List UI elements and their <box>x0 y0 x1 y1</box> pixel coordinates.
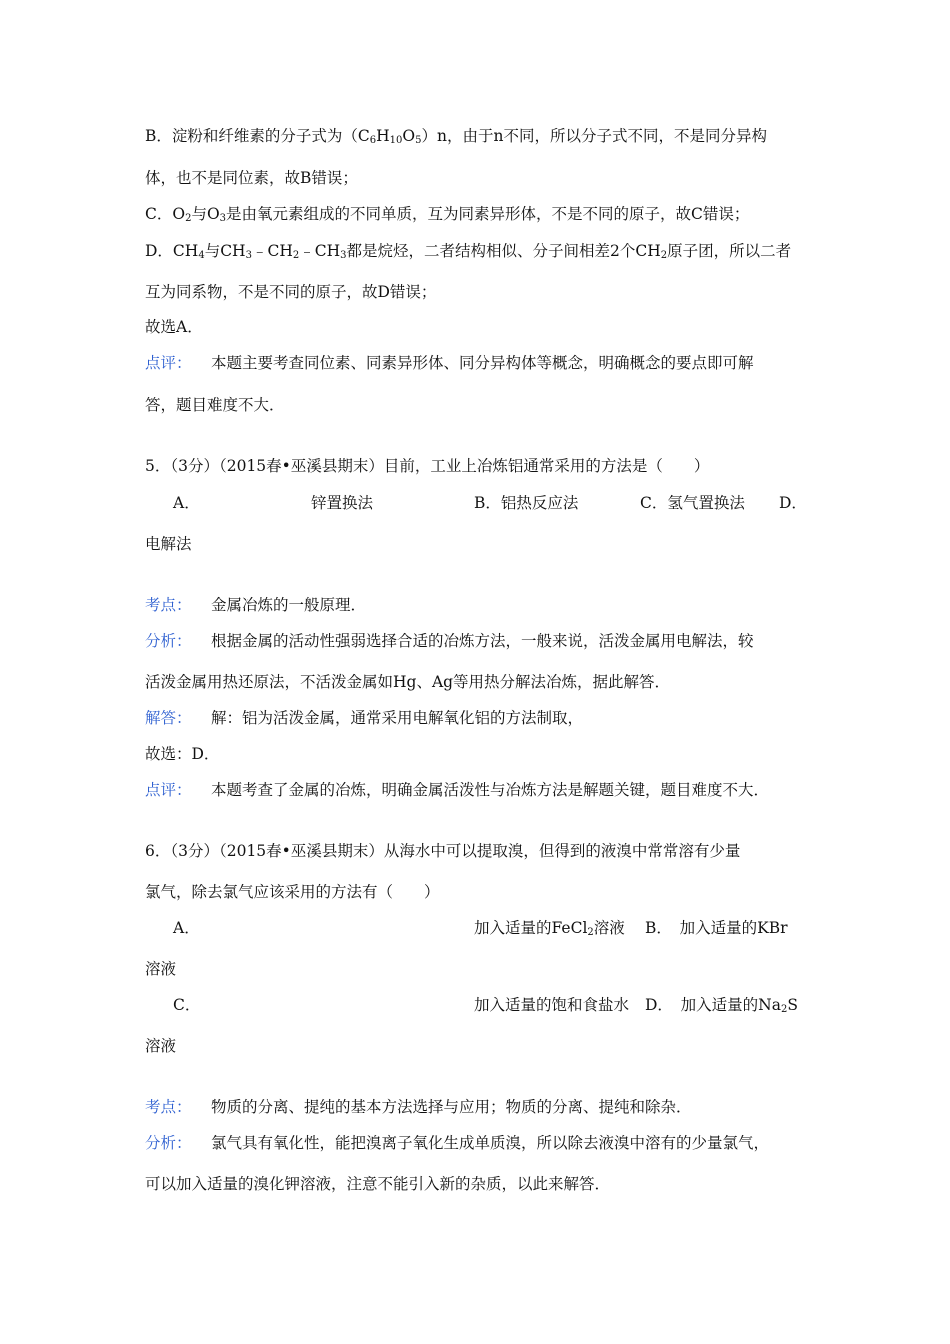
q6-option-c-letter: C． <box>173 996 201 1014</box>
q4-option-d-line1: D．$CH_4$与$CH_3﹣CH_2﹣CH_3$都是烷烃，二者结构相似、分子间相差2个$CH_2$原子团，所以二者 <box>145 242 792 261</box>
fenxi-label: 分析： <box>145 1134 192 1152</box>
q5-option-c: C．氢气置换法 <box>640 494 745 512</box>
q6-option-c-text: 加入适量的饱和食盐水 <box>474 996 630 1014</box>
q4-option-c: C．$O_2$与$O_3$是由氧元素组成的不同单质，互为同素异形体，不是不同的原子，故C错误； <box>145 205 750 224</box>
review-label: 点评： <box>145 354 192 372</box>
q5-kaodian: 考点： 金属冶炼的一般原理． <box>145 596 367 614</box>
q6-fenxi-line2: 可以加入适量的溴化钾溶液，注意不能引入新的杂质，以此来解答． <box>145 1175 611 1193</box>
q6-option-b-tail: 溶液 <box>145 960 177 978</box>
q4-answer: 故选A． <box>145 318 203 336</box>
q6-kaodian: 考点： 物质的分离、提纯的基本方法选择与应用；物质的分离、提纯和除杂． <box>145 1098 692 1116</box>
q5-fenxi: 分析： 根据金属的活动性强弱选择合适的冶炼方法，一般来说，活泼金属用电解法，较 <box>145 632 754 650</box>
q5-stem: 5．（3分）（2015春•巫溪县期末）目前，工业上冶炼铝通常采用的方法是（ ） <box>145 457 710 475</box>
q4-option-d-line2: 互为同系物，不是不同的原子，故D错误； <box>145 283 437 301</box>
q5-option-b: B．铝热反应法 <box>474 494 579 512</box>
kaodian-label: 考点： <box>145 596 192 614</box>
q5-answer: 故选：D． <box>145 745 220 763</box>
kaodian-label: 考点： <box>145 1098 192 1116</box>
q4-review: 点评： 本题主要考查同位素、同素异形体、同分异构体等概念，明确概念的要点即可解 <box>145 354 754 372</box>
q5-jieda: 解答： 解：铝为活泼金属，通常采用电解氧化铝的方法制取， <box>145 709 584 727</box>
q4-option-b-line1: B．淀粉和纤维素的分子式为$(C_6H_{10}O_5)n$，由于n不同，所以分子式不同，不是同分异构 <box>145 127 767 146</box>
q6-option-d-tail: 溶液 <box>145 1037 177 1055</box>
q6-option-d: D． 加入适量的$Na_2S$ <box>645 996 798 1015</box>
jieda-label: 解答： <box>145 709 192 727</box>
q5-option-a-letter: A． <box>173 494 200 512</box>
q4-review-line2: 答，题目难度不大． <box>145 396 285 414</box>
q6-stem-line1: 6．（3分）（2015春•巫溪县期末）从海水中可以提取溴，但得到的液溴中常常溶有少量 <box>145 842 741 860</box>
q6-option-a-letter: A． <box>173 919 200 937</box>
q6-option-a-text: 加入适量的FeCl$_2$溶液 <box>474 919 625 938</box>
q6-stem-line2: 氯气，除去氯气应该采用的方法有（ ） <box>145 883 440 901</box>
q5-review: 点评： 本题考查了金属的冶炼，明确金属活泼性与冶炼方法是解题关键，题目难度不大． <box>145 781 770 799</box>
q4-option-b-line2: 体，也不是同位素，故B错误； <box>145 169 358 187</box>
q5-option-d-text: 电解法 <box>145 535 192 553</box>
fenxi-label: 分析： <box>145 632 192 650</box>
q5-option-d-letter: D． <box>779 494 807 512</box>
review-label: 点评： <box>145 781 192 799</box>
q5-option-a-text: 锌置换法 <box>311 494 374 512</box>
q6-fenxi: 分析： 氯气具有氧化性，能把溴离子氧化生成单质溴，所以除去液溴中溶有的少量氯气， <box>145 1134 770 1152</box>
q5-fenxi-line2: 活泼金属用热还原法，不活泼金属如Hg、Ag等用热分解法冶炼，据此解答． <box>145 673 671 691</box>
q6-option-b: B． 加入适量的KBr <box>645 919 788 937</box>
